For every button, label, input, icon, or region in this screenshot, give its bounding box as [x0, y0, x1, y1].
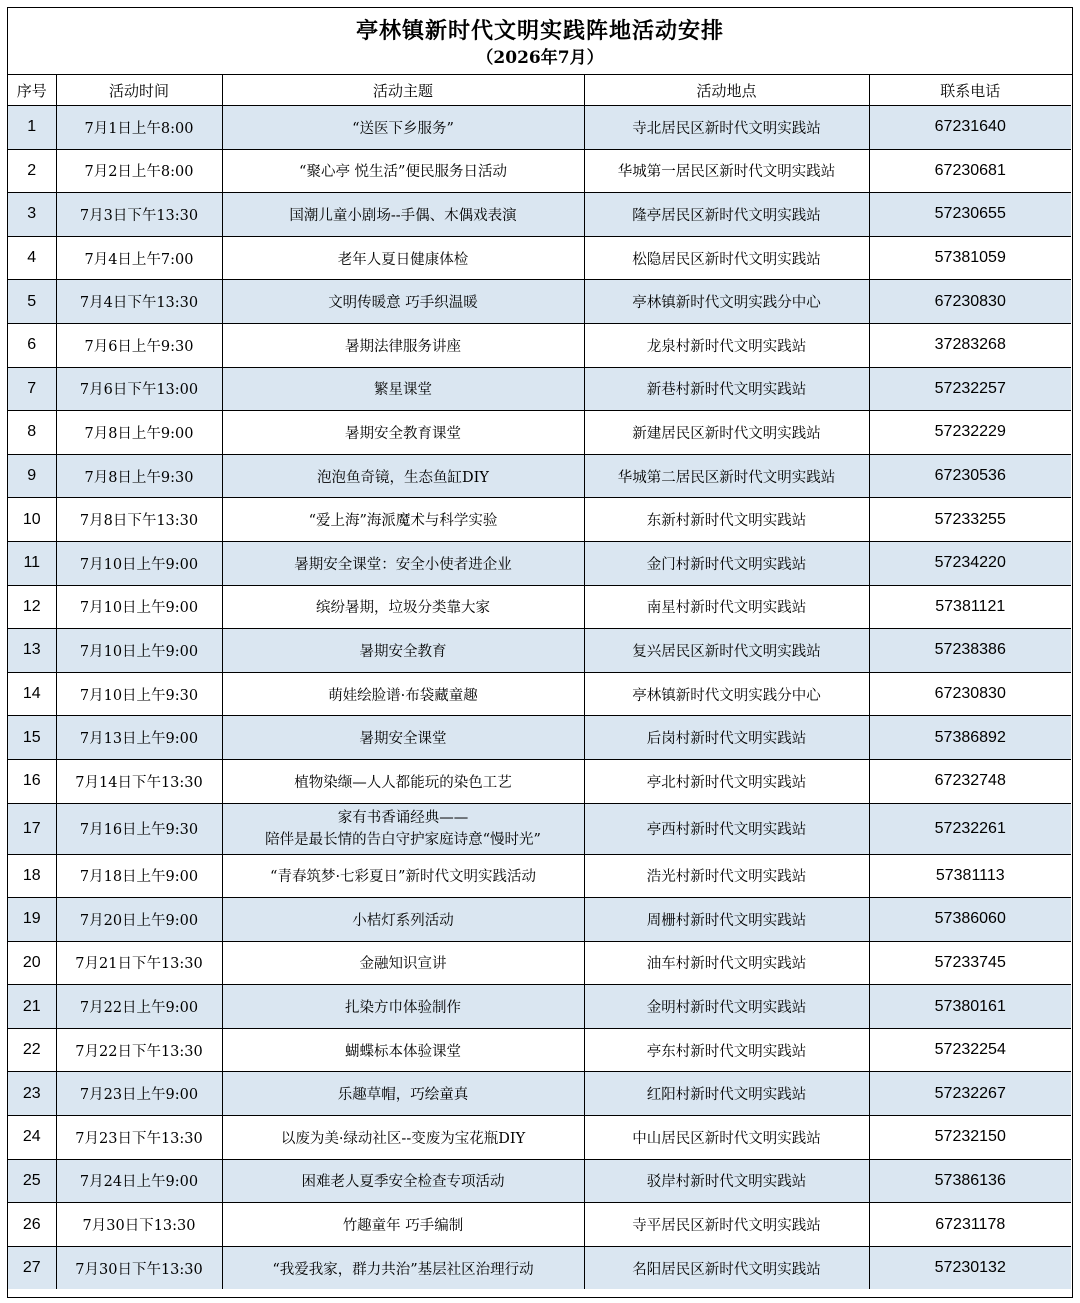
row-topic: “爱上海”海派魔术与科学实验 [222, 498, 584, 542]
row-topic-line-1: 家有书香诵经典—— [337, 809, 469, 826]
row-time: 7月10日上午9:00 [56, 541, 222, 585]
row-no: 15 [8, 716, 56, 760]
row-topic [222, 803, 584, 854]
row-topic: 泡泡鱼奇镜，生态鱼缸DIY [222, 454, 584, 498]
row-time: 7月22日上午9:00 [56, 985, 222, 1029]
header-time: 活动时间 [56, 75, 222, 106]
row-phone: 57232257 [869, 367, 1071, 411]
row-place: 寺北居民区新时代文明实践站 [584, 106, 869, 150]
header-row [8, 75, 1071, 106]
table-row [8, 106, 1071, 150]
row-time: 7月2日上午8:00 [56, 149, 222, 193]
table-row [8, 193, 1071, 237]
row-no: 23 [8, 1072, 56, 1116]
row-phone: 57230132 [869, 1246, 1071, 1289]
row-phone: 57233745 [869, 941, 1071, 985]
header-phone: 联系电话 [869, 75, 1071, 106]
row-topic: “我爱我家，群力共治”基层社区治理行动 [222, 1246, 584, 1289]
table-row [8, 985, 1071, 1029]
row-time: 7月8日下午13:30 [56, 498, 222, 542]
table-row [8, 1028, 1071, 1072]
row-no: 17 [8, 803, 56, 854]
table-row [8, 1203, 1071, 1247]
row-phone: 57380161 [869, 985, 1071, 1029]
row-no: 27 [8, 1246, 56, 1289]
row-topic: 乐趣草帽，巧绘童真 [222, 1072, 584, 1116]
row-phone: 37283268 [869, 323, 1071, 367]
row-time: 7月4日上午7:00 [56, 236, 222, 280]
row-no: 11 [8, 541, 56, 585]
row-phone: 57238386 [869, 629, 1071, 673]
table-row [8, 803, 1071, 854]
row-time: 7月22日下午13:30 [56, 1028, 222, 1072]
row-place: 亭林镇新时代文明实践分中心 [584, 280, 869, 324]
row-no: 26 [8, 1203, 56, 1247]
row-time: 7月21日下午13:30 [56, 941, 222, 985]
row-time: 7月20日上午9:00 [56, 898, 222, 942]
row-time: 7月4日下午13:30 [56, 280, 222, 324]
row-topic: 老年人夏日健康体检 [222, 236, 584, 280]
row-phone: 67230536 [869, 454, 1071, 498]
row-place: 寺平居民区新时代文明实践站 [584, 1203, 869, 1247]
row-place: 金明村新时代文明实践站 [584, 985, 869, 1029]
row-time: 7月10日上午9:00 [56, 629, 222, 673]
table-row [8, 149, 1071, 193]
row-no: 9 [8, 454, 56, 498]
row-phone: 57232261 [869, 803, 1071, 854]
row-phone: 57381059 [869, 236, 1071, 280]
table-row [8, 280, 1071, 324]
row-no: 16 [8, 759, 56, 803]
row-phone: 57234220 [869, 541, 1071, 585]
row-topic: 植物染缬—人人都能玩的染色工艺 [222, 759, 584, 803]
row-no: 19 [8, 898, 56, 942]
row-time: 7月10日上午9:00 [56, 585, 222, 629]
table-row [8, 454, 1071, 498]
schedule-table [8, 75, 1071, 1289]
row-place: 龙泉村新时代文明实践站 [584, 323, 869, 367]
row-no: 6 [8, 323, 56, 367]
row-time: 7月6日下午13:00 [56, 367, 222, 411]
row-no: 7 [8, 367, 56, 411]
row-time: 7月30日下午13:30 [56, 1246, 222, 1289]
row-time: 7月16日上午9:30 [56, 803, 222, 854]
row-no: 12 [8, 585, 56, 629]
table-row [8, 541, 1071, 585]
row-no: 5 [8, 280, 56, 324]
row-no: 18 [8, 854, 56, 898]
row-no: 4 [8, 236, 56, 280]
row-place: 华城第一居民区新时代文明实践站 [584, 149, 869, 193]
table-row [8, 323, 1071, 367]
row-place: 浩光村新时代文明实践站 [584, 854, 869, 898]
row-topic: 金融知识宣讲 [222, 941, 584, 985]
table-row [8, 1116, 1071, 1160]
table-row [8, 367, 1071, 411]
row-no: 24 [8, 1116, 56, 1160]
row-time: 7月3日下午13:30 [56, 193, 222, 237]
row-place: 亭东村新时代文明实践站 [584, 1028, 869, 1072]
row-topic: 国潮儿童小剧场--手偶、木偶戏表演 [222, 193, 584, 237]
row-place: 后岗村新时代文明实践站 [584, 716, 869, 760]
row-no: 3 [8, 193, 56, 237]
row-phone: 57233255 [869, 498, 1071, 542]
row-place: 油车村新时代文明实践站 [584, 941, 869, 985]
table-row [8, 759, 1071, 803]
row-phone: 67230681 [869, 149, 1071, 193]
row-place: 复兴居民区新时代文明实践站 [584, 629, 869, 673]
header-no: 序号 [8, 75, 56, 106]
row-topic: 暑期安全教育课堂 [222, 411, 584, 455]
row-time: 7月23日上午9:00 [56, 1072, 222, 1116]
row-time: 7月13日上午9:00 [56, 716, 222, 760]
row-time: 7月8日上午9:00 [56, 411, 222, 455]
row-place: 名阳居民区新时代文明实践站 [584, 1246, 869, 1289]
page-title: 亭林镇新时代文明实践阵地活动安排 [355, 18, 724, 44]
row-place: 亭林镇新时代文明实践分中心 [584, 672, 869, 716]
row-place: 松隐居民区新时代文明实践站 [584, 236, 869, 280]
row-place: 周栅村新时代文明实践站 [584, 898, 869, 942]
row-place: 东新村新时代文明实践站 [584, 498, 869, 542]
row-phone: 67231178 [869, 1203, 1071, 1247]
row-time: 7月14日下午13:30 [56, 759, 222, 803]
row-phone: 57381113 [869, 854, 1071, 898]
row-no: 21 [8, 985, 56, 1029]
row-time: 7月24日上午9:00 [56, 1159, 222, 1203]
table-row [8, 1159, 1071, 1203]
row-time: 7月6日上午9:30 [56, 323, 222, 367]
row-place: 亭西村新时代文明实践站 [584, 803, 869, 854]
header-place: 活动地点 [584, 75, 869, 106]
row-no: 8 [8, 411, 56, 455]
row-topic: “送医下乡服务” [222, 106, 584, 150]
table-row [8, 498, 1071, 542]
row-topic: 萌娃绘脸谱·布袋藏童趣 [222, 672, 584, 716]
row-phone: 57232150 [869, 1116, 1071, 1160]
table-row [8, 1072, 1071, 1116]
row-topic: 缤纷暑期，垃圾分类靠大家 [222, 585, 584, 629]
row-phone: 57230655 [869, 193, 1071, 237]
row-time: 7月18日上午9:00 [56, 854, 222, 898]
row-topic: 以废为美·绿动社区--变废为宝花瓶DIY [222, 1116, 584, 1160]
table-row [8, 672, 1071, 716]
row-phone: 57232254 [869, 1028, 1071, 1072]
row-place: 南星村新时代文明实践站 [584, 585, 869, 629]
row-phone: 57386136 [869, 1159, 1071, 1203]
row-time: 7月8日上午9:30 [56, 454, 222, 498]
row-phone: 57232229 [869, 411, 1071, 455]
table-row [8, 1246, 1071, 1289]
schedule-sheet [7, 7, 1073, 1298]
row-phone: 57232267 [869, 1072, 1071, 1116]
row-phone: 67231640 [869, 106, 1071, 150]
title-block [8, 8, 1072, 75]
row-time: 7月10日上午9:30 [56, 672, 222, 716]
row-topic: 暑期法律服务讲座 [222, 323, 584, 367]
row-phone: 57386060 [869, 898, 1071, 942]
header-topic: 活动主题 [222, 75, 584, 106]
row-place: 亭北村新时代文明实践站 [584, 759, 869, 803]
row-no: 20 [8, 941, 56, 985]
row-topic: 暑期安全课堂：安全小使者进企业 [222, 541, 584, 585]
row-topic: 小桔灯系列活动 [222, 898, 584, 942]
row-no: 1 [8, 106, 56, 150]
row-no: 14 [8, 672, 56, 716]
row-place: 驳岸村新时代文明实践站 [584, 1159, 869, 1203]
table-row [8, 585, 1071, 629]
row-topic: “聚心亭 悦生活”便民服务日活动 [222, 149, 584, 193]
row-place: 红阳村新时代文明实践站 [584, 1072, 869, 1116]
row-place: 金门村新时代文明实践站 [584, 541, 869, 585]
row-no: 2 [8, 149, 56, 193]
row-no: 13 [8, 629, 56, 673]
row-no: 10 [8, 498, 56, 542]
table-row [8, 941, 1071, 985]
row-topic: 困难老人夏季安全检查专项活动 [222, 1159, 584, 1203]
row-place: 华城第二居民区新时代文明实践站 [584, 454, 869, 498]
table-row [8, 716, 1071, 760]
row-phone: 67232748 [869, 759, 1071, 803]
table-body [8, 106, 1071, 1290]
row-place: 新建居民区新时代文明实践站 [584, 411, 869, 455]
row-topic: 文明传暖意 巧手织温暖 [222, 280, 584, 324]
row-phone: 57386892 [869, 716, 1071, 760]
row-topic: “青春筑梦·七彩夏日”新时代文明实践活动 [222, 854, 584, 898]
row-topic-line-2: 陪伴是最长情的告白守护家庭诗意“慢时光” [265, 831, 541, 848]
row-topic: 繁星课堂 [222, 367, 584, 411]
row-place: 新巷村新时代文明实践站 [584, 367, 869, 411]
table-row [8, 898, 1071, 942]
table-row [8, 236, 1071, 280]
row-time: 7月23日下午13:30 [56, 1116, 222, 1160]
row-topic: 暑期安全教育 [222, 629, 584, 673]
row-topic: 暑期安全课堂 [222, 716, 584, 760]
table-row [8, 411, 1071, 455]
row-time: 7月30日下13:30 [56, 1203, 222, 1247]
row-topic: 竹趣童年 巧手编制 [222, 1203, 584, 1247]
row-topic: 蝴蝶标本体验课堂 [222, 1028, 584, 1072]
row-phone: 67230830 [869, 672, 1071, 716]
table-row [8, 854, 1071, 898]
row-phone: 67230830 [869, 280, 1071, 324]
row-place: 中山居民区新时代文明实践站 [584, 1116, 869, 1160]
row-place: 隆亭居民区新时代文明实践站 [584, 193, 869, 237]
row-no: 22 [8, 1028, 56, 1072]
row-time: 7月1日上午8:00 [56, 106, 222, 150]
page-subtitle: （2026年7月） [476, 48, 604, 68]
row-no: 25 [8, 1159, 56, 1203]
row-topic: 扎染方巾体验制作 [222, 985, 584, 1029]
row-phone: 57381121 [869, 585, 1071, 629]
table-row [8, 629, 1071, 673]
